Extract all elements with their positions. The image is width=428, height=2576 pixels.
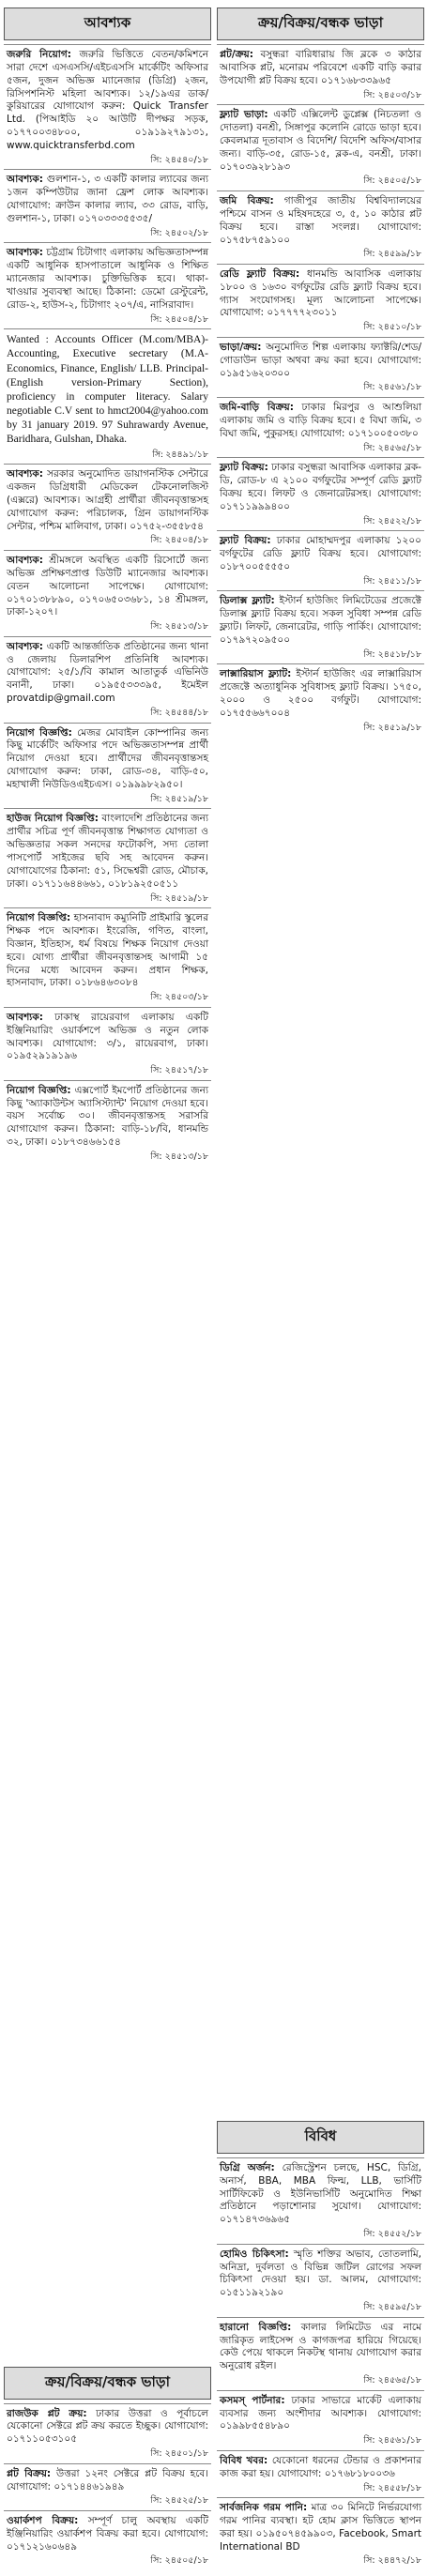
ad-body: ঢাকার সাভারে মার্কেট এলাকায় ব্যবসার জন্য অংশীদার আবশ্যক। যোগাযোগ: ০১৯৯৮৫৫৪৮৯০ [220, 2394, 421, 2432]
ad-code: সি: ২৪৫৪৪/১৮ [150, 708, 208, 719]
section-header-wanted: আবশ্যক [4, 8, 211, 40]
ad-body: মেজর মোবাইল কোম্পানির জন্য কিছু মার্কেটিং অফিসার পদে অভিজ্ঞতাসম্পন্ন প্রার্থী নিয়োগ দেওয়া হবে। প্রার্থীদের জীবনবৃত্তান্তসহ যোগাযোগ করুন: ঢাকা, রোড-৩৪, বাড়ি-৫০, মহাখালী নিউডিওএইচএস। ০১৯৯৯৮২৯৫০। [7, 726, 208, 791]
ad-code: সি: ২৪৫১৩/১৮ [150, 1151, 208, 1163]
ad-title: হারানো বিজ্ঞপ্তি: [220, 2321, 292, 2333]
ad-code: সি: ২৪৪৯১/১৮ [152, 450, 208, 460]
ad-body: ঢাকার উত্তরা ও পূর্বাচলে যেকোনো সেক্টরে প্লট ক্রয় করতে ইচ্ছুক। যোগাযোগ: ০১৭১১০৫৩১০৫ [7, 2407, 208, 2446]
ad-body: ঢাকাস্থ রায়েরবাগ এলাকায় একটি ইঞ্জিনিয়ারিং ওয়ার্কশপে অভিজ্ঞ ও নতুন লোক আবশ্যক। যোগাযোগ: ৩/১, রায়েরবাগ, ঢাকা। ০১৯৫২৯১৯১৯৬ [7, 1011, 208, 1062]
ad-right-bottom-6 [217, 2497, 424, 2570]
ad-body: জরুরি ভিত্তিতে বেতন/কমিশনে সারা দেশে এসএসসি/এইচএসসি মার্কেটিং অফিসার ৫জন, দুজন অভিজ্ঞ ম্যানেজার (ডিগ্রি) ২জন, রিসিপশনিস্ট মহিলা আবশ্যক। ১২/১৯এর ডাক/ কুরিয়ারের যোগাযোগ করুন: Quick Transfer Ltd. (পিআইডি ২০ আউটি দীপক্ষর সড়ক, ০১৭৭০০৩৪৮০০, ০১৯১৯২৭৯১৩১, www.quicktransferbd.com [7, 49, 209, 152]
ad-title: আবশ্যক: [7, 247, 43, 259]
section-header-buy-sell: ক্রয়/বিক্রয়/বন্ধক ভাড়া [4, 2367, 211, 2400]
ad-left-8 [4, 723, 211, 809]
ad-code: সি: ২৪৫৬৫/১৮ [363, 442, 421, 453]
ad-title: প্লট বিক্রয়: [7, 2467, 52, 2479]
ad-title: প্লট/ক্রয়: [220, 49, 253, 60]
ad-title: ডিগ্রি অর্জন: [220, 2161, 275, 2173]
ad-body: গাজীপুর জাতীয় বিশ্ববিদ্যালয়ের পশ্চিমে বাসন ও মহিষদহেরে ৩, ৫, ১০ কাঠার প্লট বিক্রয় হবে। রাস্তা সংলগ্ন। যোগাযোগ: ০১৭৫৮৭৫৯১০০ [220, 194, 421, 246]
ad-code: সি: ২৪৫১১/১৮ [363, 575, 421, 587]
ad-body: অনুমোদিত শিল্প এলাকায় ফ্যাক্টরি/শেড/গোডাউন ভাড়া অথবা ক্রয় করা হবে। যোগাযোগ: ০১৯৫১৬২০৩০০ [220, 341, 421, 379]
ad-body: উত্তরা ১২নং সেক্টরে প্লট বিক্রয় হবে। যোগাযোগ: ০১৭১৪৪৬১৯৪৯ [7, 2467, 209, 2492]
ad-code: সি: ২৪৫১৩/১৮ [150, 621, 208, 633]
ad-right-bottom-1 [217, 2157, 424, 2244]
ad-code: সি: ২৪৫১৯/১৮ [150, 892, 208, 904]
ad-right-bottom-5 [217, 2450, 424, 2497]
ad-code: সি: ২৪৪৭২/১৮ [363, 2555, 421, 2567]
ad-right-1 [217, 44, 424, 104]
ad-code: সি: ২৪৫২২/১৮ [363, 515, 421, 526]
ad-body: স্মৃতি শক্তির অভাব, তোতলামি, অনিদ্রা, দুর্বলতা ও বিভিন্ন জটিল রোগের সফল চিকিৎসা দেওয়া হয়। ডা. আলম, যোগাযোগ: ০১৫১১৯২১৯০ [220, 2248, 421, 2299]
ad-right-bottom-3 [217, 2317, 424, 2390]
ad-body: ঢাকার মিরপুর ও আশুলিয়া এলাকায় জমি ও বাড়ি বিক্রয় হবে। ৫ বিঘা জমি, ৩ বিঘা জমি, পুকুরসহ। যোগাযোগ: ০১৭১০০৫০৩৮০ [220, 401, 421, 439]
ad-title: সার্বজনিক গরম পানি: [220, 2502, 308, 2514]
section-header-buy-sell-rent: ক্রয়/বিক্রয়/বন্ধক ভাড়া [217, 8, 424, 40]
ad-title: লাক্সারিয়াস ফ্ল্যাট: [220, 668, 292, 680]
ad-title: নিয়োগ বিজ্ঞপ্তি: [7, 912, 71, 924]
ad-left-7 [4, 636, 211, 723]
ad-left-12 [4, 1080, 211, 1166]
ad-right-bottom-4 [217, 2390, 424, 2450]
ad-title: হাউজ নিয়োগ বিজ্ঞপ্তি: [7, 813, 99, 825]
ad-left-bottom-3 [4, 2510, 211, 2570]
ad-right-3 [217, 191, 424, 264]
ad-left-4 [4, 328, 211, 464]
ad-left-1 [4, 44, 211, 169]
ad-title: কসমস্ পার্টনার: [220, 2394, 285, 2406]
ad-left-6 [4, 550, 211, 636]
ad-right-10 [217, 663, 424, 737]
ad-right-5 [217, 337, 424, 397]
ad-code: সি: ২৪৫০৫/১৮ [363, 175, 421, 187]
ad-code: সি: ২৪৫১৯/১৮ [363, 722, 421, 733]
ad-body: ইস্টার্ন হাউজিং লিমিটেডের প্রজেক্টে ডিলাক্স ফ্ল্যাট বিক্রয় হবে। সকল সুবিধা সম্পন্ন রেডি ফ্ল্যাট। লিফট, জেনারেটর, গাড়ি পার্কিং। যোগাযোগ: ০১৭৯৭২০৯৫০০ [220, 595, 421, 646]
ad-body: যেকোনো ধরনের টেন্ডার ও প্রকাশনার কাজ করা হয়। যোগাযোগ: ০১৭৬৮১৮০০৩৬ [220, 2454, 421, 2479]
ad-right-7 [217, 457, 424, 530]
ad-body: হাসনাবাদ কম্যুনিটি প্রাইমারি স্কুলের শিক্ষক পদে আবশ্যক। ইংরেজি, গণিত, বাংলা, বিজ্ঞান, ইতিহাস, ধর্ম বিষয়ে শিক্ষক নিয়োগ দেওয়া হবে। যোগ্য প্রার্থীরা জীবনবৃত্তান্তসহ আগামী ১৫ দিনের মধ্যে আবেদন করুন। প্রধান শিক্ষক, হাসনাবাদ, ঢাকা। ০১৮৬৪৬৩০৮৪ [7, 912, 208, 989]
left-column [4, 6, 211, 2570]
ad-left-9 [4, 808, 211, 907]
ad-code: সি: ২৪৫১৮/১৮ [363, 648, 421, 660]
ad-right-4 [217, 264, 424, 337]
ad-code: সি: ২৪৫৬১/১৮ [363, 2435, 421, 2446]
ad-left-3 [4, 242, 211, 328]
ad-body: মাত্র ৩০ মিনিটে নির্ভরযোগ্য গরম পানির ব্যবস্থা। হট হোম ক্লাস ভিত্তিতে স্থাপন করা হয়। ০১৯৫০৭৪৫৯৯০৩, Facebook, Smart International BD [220, 2502, 421, 2553]
right-column [217, 6, 424, 2570]
ad-body: গুলশান-১, ৩ একটি কালার ল্যাবের জন্য ১জন কম্পিউটার জানা ফ্রেশ লোক আবশ্যক। যোগাযোগ: ক্রাউন কালার ল্যাব, ৩৩ রোড, বাড়ি, গুলশান-১, ঢাকা। ০১৭০৩৩৩৫৫৩৫/ [7, 174, 208, 224]
ad-title: ডিলাক্স ফ্ল্যাট: [220, 595, 275, 607]
ad-code: সি: ২৪৫০১/১৮ [150, 2448, 208, 2460]
ad-body: একটি এক্সিলেন্ট ডুপ্লেক্স (নিচতলা ও দোতলা) বনশ্রী, সিঙ্গাপুর কলোনি রোডে ভাড়া হবে। কেবলমাত্র দূতাবাস ও বিদেশি/ বিদেশি অফিস/বাসার জন্য। বাড়ি-৩৫, রোড-১৫, ব্লক-এ, বনশ্রী, ঢাকা। ০১৭০৩৯২৮১৯৩ [220, 109, 421, 173]
ad-code: সি: ২৪৫৯৯/১৮ [363, 249, 421, 260]
ad-title: আবশ্যক: [7, 1011, 43, 1023]
ad-title: জরুরি নিয়োগ: [7, 49, 71, 60]
ad-left-bottom-2 [4, 2463, 211, 2510]
ad-title: নিয়োগ বিজ্ঞপ্তি: [7, 1084, 71, 1096]
ad-body: বাংলাদেশি প্রতিষ্ঠানের জন্য প্রার্থীর সচিত্র পূর্ণ জীবনবৃত্তান্ত শিক্ষাগত যোগ্যতা ও অভিজ্ঞতার সকল সনদের ফটোকপি, সদ্য তোলা পাসপোর্ট সাইজের ছবি সহ আবেদন করুন। যোগাযোগের ঠিকানা: ৫১, সিদ্ধেশ্বরী রোড, মৌচাক, ঢাকা। ০১৭১১৬৪৪৬৬১, ০১৮১৯২৫০৫১১ [7, 813, 208, 890]
ad-title: আবশ্যক: [7, 640, 43, 652]
ad-body: কালার লিমিটেড এর নামে জারিকৃত লাইসেন্স ও কাগজপত্র হারিয়ে গিয়েছে। কেউ পেয়ে থাকলে নিকটস্থ থানায় যোগাযোগ করার অনুরোধ রইল। [220, 2321, 421, 2372]
ad-body: সরকার অনুমোদিত ডায়াগনস্টিক সেন্টারে একজন ডিগ্রিধারী মেডিকেল টেকনোলজিস্ট (এক্সরে) আবশ্যক। আগ্রহী প্রার্থীরা জীবনবৃত্তান্তসহ যোগাযোগ করুন: পরিচালক, গ্রিন ডায়াগনস্টিক সেন্টার, পশ্চিম মালিবাগ, ঢাকা। ০১৭৫২-৩৫৫৮৫৪ [7, 468, 208, 532]
ad-body: শ্রীমঙ্গলে অবস্থিত একটি রিসোর্টে জন্য অভিজ্ঞ প্রশিক্ষণপ্রাপ্ত ডিউটি ম্যানেজার আবশ্যক। বেতন আলোচনা সাপেক্ষে। যোগাযোগ: ০১৭০১৩৮৮৯০, ০১৭০৬৫০৩৬৮১, ১৪ শ্রীমঙ্গল, ঢাকা-১২০৭। [7, 554, 208, 618]
ad-title: জমি-বাড়ি বিক্রয়: [220, 401, 294, 413]
ad-left-2 [4, 169, 211, 242]
ad-code: সি: ২৪৫০৪/১৮ [150, 535, 208, 546]
ad-title: ফ্ল্যাট বিক্রয়: [220, 535, 271, 547]
ad-left-bottom-1 [4, 2403, 211, 2463]
ad-body: এক্সপোর্ট ইমপোর্ট প্রতিষ্ঠানের জন্য কিছু 'অ্যাকাউন্টস অ্যাসিস্ট্যান্ট' নিয়োগ দেওয়া হবে। বয়স সর্বোচ্চ ৩০। জীবনবৃত্তান্তসহ সরাসরি যোগাযোগ করুন। ঠিকানা: বাড়ি-১৮/বি, ধানমন্ডি ৩২, ঢাকা। ০১৮৭৩৪৬৬১৫৪ [7, 1084, 208, 1149]
ad-body: ঢাকার বসুন্ধরা আবাসিক এলাকার ব্লক-ডি, রোড-৮ এ ২১০০ বর্গফুটের সম্পূর্ণ রেডি ফ্ল্যাট বিক্রয় হবে। লিফট ও জেনারেটরসহ। যোগাযোগ: ০১৭১১৯৯৯৪০০ [220, 462, 421, 512]
ad-code: সি: ২৪৫৪০/১৮ [150, 154, 208, 165]
ad-title: রাজউক প্লট ক্রয়: [7, 2407, 87, 2419]
ad-title: ফ্ল্যাট ভাড়া: [220, 109, 268, 121]
ad-title: ওয়ার্কশপ বিক্রয়: [7, 2514, 79, 2526]
ad-body: চট্টগ্রাম চিটাগাং এলাকায় অভিজ্ঞতাসম্পন্ন একটি আধুনিক হাসপাতালে আধুনিক ও শিক্ষিত ম্যানেজার আবশ্যক। চুক্তিভিত্তিক হবে। থাকা-খাওয়ার সুব্যবস্থা আছে। ঠিকানা: ডেমো রেস্টুরেন্ট, রোড-২, হাউস-২, চিটাগাং ২০৭/এ, নাসিরাবাদ। [7, 247, 208, 311]
ad-left-10 [4, 907, 211, 1007]
ad-title: আবশ্যক: [7, 174, 43, 186]
ad-left-11 [4, 1007, 211, 1080]
ad-right-6 [217, 397, 424, 457]
section-header-miscellaneous: বিবিধ [217, 2121, 424, 2154]
ad-left-5 [4, 464, 211, 550]
ad-title: আবশ্যক: [7, 554, 43, 566]
ad-body: ধানমন্ডি আবাসিক এলাকায় ১৮০০ ও ১৬৩০ বর্গফুটের রেডি ফ্ল্যাট বিক্রয় হবে। গ্যাস সংযোগসহ। মূল্য আলোচনা সাপেক্ষে। যোগাযোগ: ০১৭৭৭৭২৩০১১ [220, 267, 422, 319]
ad-body: সম্পূর্ণ চালু অবস্থায় একটি ইঞ্জিনিয়ারিং ওয়ার্কশপ বিক্রয় করা হবে। যোগাযোগ: ০১৭১২১৬০৬৪৯ [7, 2514, 208, 2553]
ad-title: হোমিও চিকিৎসা: [220, 2248, 289, 2260]
ad-code: সি: ২৪৫১৭/১৮ [150, 1065, 208, 1076]
ad-title: আবশ্যক: [7, 468, 43, 480]
ad-body: ইস্টার্ন হাউজিং এর লাক্সারিয়াস প্রজেক্টে অত্যাধুনিক সুবিধাসহ ফ্ল্যাট বিক্রয়। ১৭৫০, ২০০০ ও ২৫০০ বর্গফুট। যোগাযোগ: ০১৭৫৫৬৬৭০০৪ [220, 668, 422, 719]
ad-title: ফ্ল্যাট বিক্রয়: [220, 462, 268, 474]
ad-title: বিবিধ খবর: [220, 2454, 268, 2466]
ad-code: সি: ২৪৫০৫/১৮ [150, 2555, 208, 2567]
ad-body: রেজিস্ট্রেশন চলছে, HSC, ডিগ্রি, অনার্স, BBA, MBA ফিল্ম, LLB, ভার্সিটি সার্টিফিকেট ও ইউনিভার্সিটি অনুমোদিত শিক্ষা প্রতিষ্ঠানে পড়াশোনার সুযোগ। যোগাযোগ: ০১৭১৪৭৩৬৯৬৫ [220, 2161, 421, 2226]
ad-code: সি: ২৪৫৫৮/১৮ [363, 2482, 421, 2493]
ad-code: সি: ২৪৫০৪/১৮ [150, 313, 208, 325]
ad-code: সি: ২৪৫০৩/১৮ [363, 89, 421, 100]
ad-code: সি: ২৪৫৫২/১৮ [363, 2229, 421, 2240]
ad-code: সি: ২৪৫১৯/১৮ [150, 793, 208, 804]
ad-code: সি: ২৪৫০২/১৮ [150, 227, 208, 238]
ad-code: সি: ২৪৫০৩/১৮ [150, 992, 208, 1003]
ad-body: একটি আন্তর্জাতিক প্রতিষ্ঠানের জন্য থানা ও জেলায় ডিলারশিপ প্রতিনিধি আবশ্যক। যোগাযোগ: ২৫/১/বি কামাল আতাতুর্ক এভিনিউ বনানী, ঢাকা। ০১৯৫৫৩৩৩৯৫, ইমেইল provatdip@gmail.com [7, 640, 209, 705]
ad-code: সি: ২৪৫৯৫/১৮ [363, 2302, 421, 2313]
ad-title: রেডি ফ্ল্যাট বিক্রয়: [220, 267, 300, 280]
ad-code: সি: ২৪৫৬৫/১৮ [363, 2375, 421, 2386]
ad-title: জমি বিক্রয়: [220, 194, 274, 206]
ad-right-bottom-2 [217, 2244, 424, 2317]
ad-code: সি: ২৪৫৬১/১৮ [363, 382, 421, 393]
ad-body: বসুন্ধরা বারিধারায় জি ব্লকে ৩ কাঠার আবাসিক প্লট, মনোরম পরিবেশে একটি বাড়ি করার উপযোগী প্লট বিক্রয় হবে। ০১৭১৬৮৩৩৯৬৫ [220, 49, 422, 86]
ad-right-9 [217, 590, 424, 663]
ad-body: Wanted : Accounts Officer (M.com/MBA)-Accounting, Executive secretary (M.A-Economics, Finance, English/ LLB. Principal-(English version-Primary Section), proficiency in computer literacy. Salary negotiable C.V sent to hmct2004@yahoo.com by 31 january 2019. 97 Suhrawardy Avenue, Baridhara, Gulshan, Dhaka. [7, 334, 208, 446]
ad-code: সি: ২৪৫২৫/১৮ [150, 2495, 208, 2507]
ad-title: ভাড়া/ক্রয়: [220, 341, 262, 353]
ad-right-8 [217, 530, 424, 590]
ad-right-2 [217, 104, 424, 191]
ad-title: নিয়োগ বিজ্ঞপ্তি: [7, 726, 72, 739]
ad-body: ঢাকার মোহাম্মদপুর এলাকায় ১২০০ বর্গফুটের রেডি ফ্ল্যাট বিক্রয় হবে। যোগাযোগ: ০১৮৭০০৫৫৫৫০ [220, 535, 421, 572]
ad-code: সি: ২৪৫১০/১৮ [363, 322, 421, 333]
